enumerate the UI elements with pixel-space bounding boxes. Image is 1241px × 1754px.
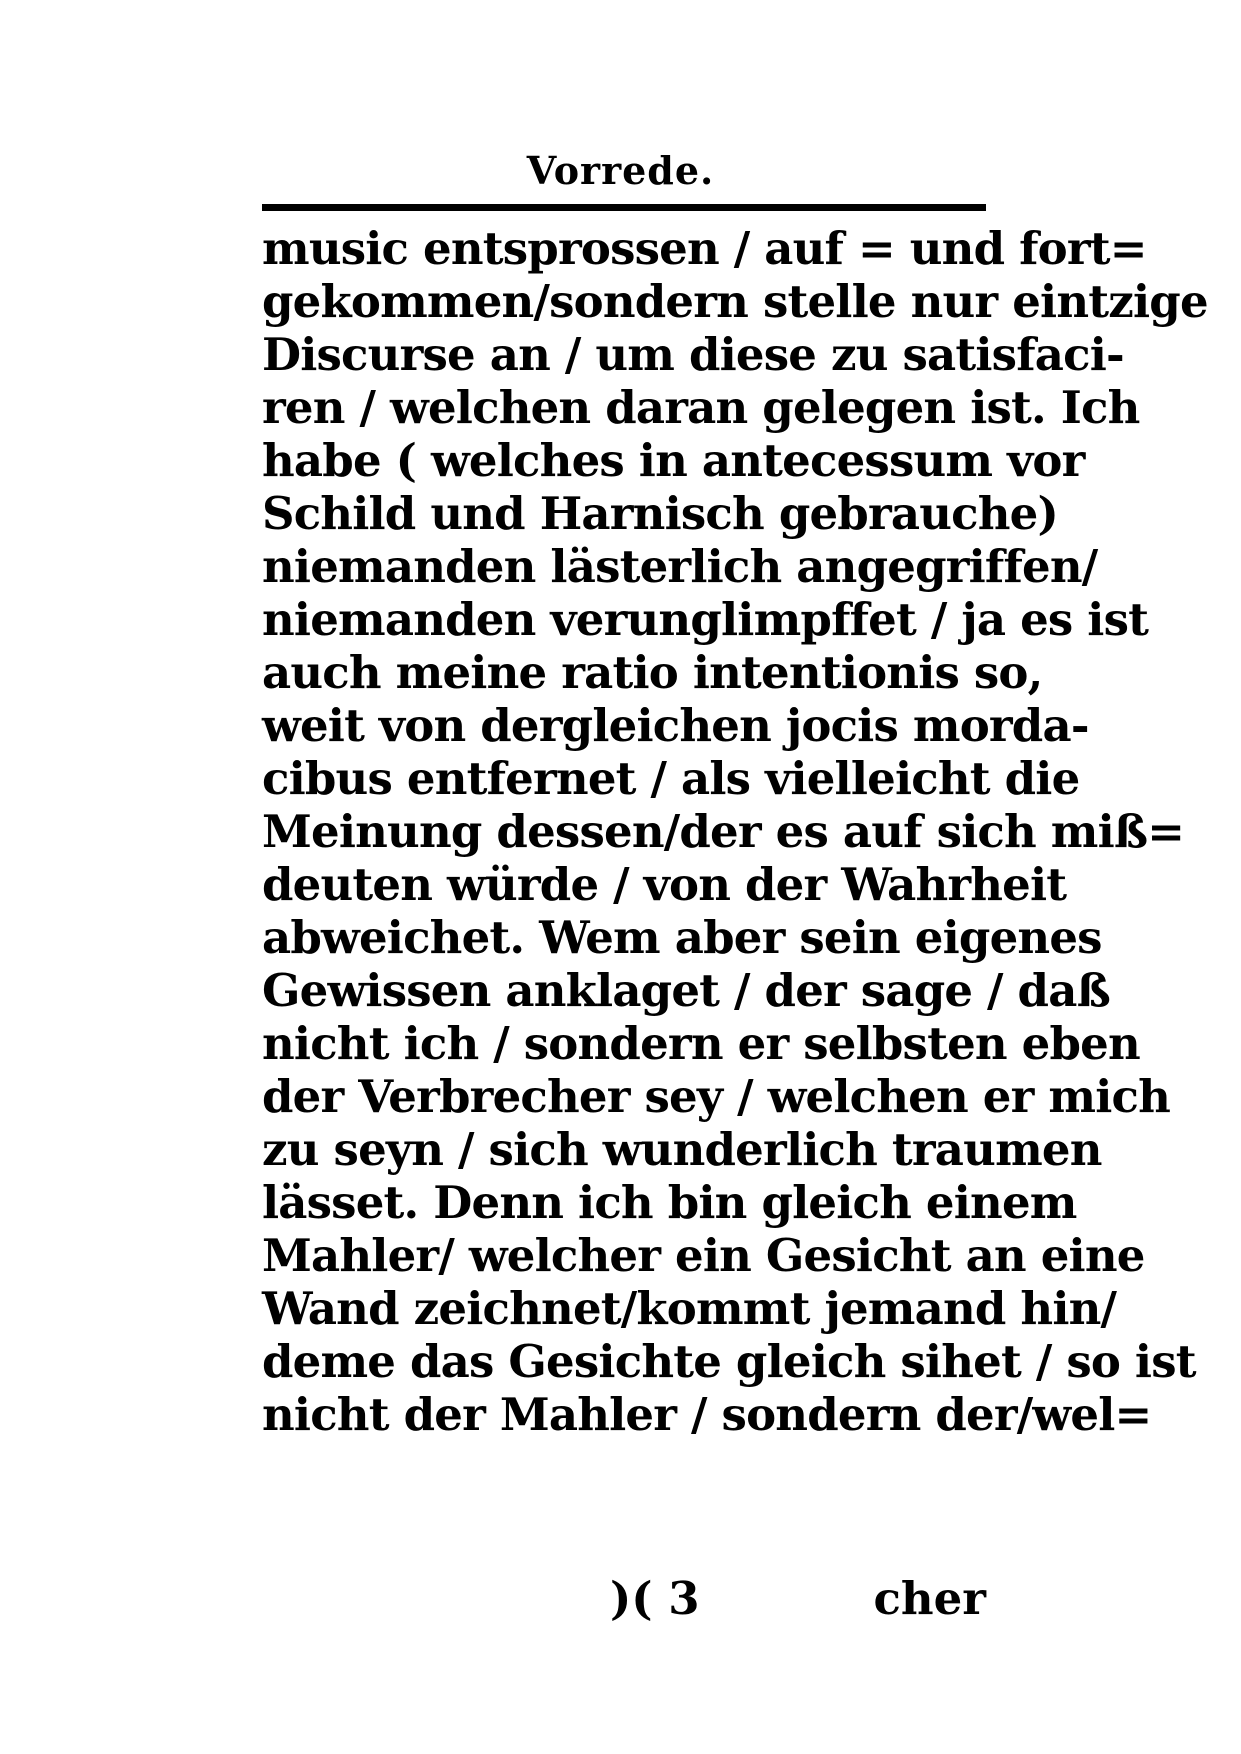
text-line: Discurse an / um diese zu satisfaci- <box>262 328 1124 381</box>
text-line: auch meine ratio intentionis so, <box>262 646 1043 699</box>
text-line: abweichet. Wem aber sein eigenes <box>262 911 1102 964</box>
header-rule <box>262 204 986 211</box>
text-line: Mahler/ welcher ein Gesicht an eine <box>262 1229 1145 1282</box>
text-line: nicht der Mahler / sondern der/wel= <box>262 1388 1152 1441</box>
text-line: Schild und Harnisch gebrauche) <box>262 487 1058 540</box>
catchword: cher <box>873 1572 986 1625</box>
text-line: Gewissen anklaget / der sage / daß <box>262 964 1110 1017</box>
text-line: cibus entfernet / als vielleicht die <box>262 752 1080 805</box>
text-line: deme das Gesichte gleich sihet / so ist <box>262 1335 1196 1388</box>
text-line: habe ( welches in antecessum vor <box>262 434 1085 487</box>
text-line: zu seyn / sich wunderlich traumen <box>262 1123 1102 1176</box>
text-line: music entsprossen / auf = und fort= <box>262 222 1147 275</box>
page-footer <box>262 1572 986 1632</box>
body-text <box>262 222 1208 1441</box>
text-line: gekommen/sondern stelle nur eintzige <box>262 275 1208 328</box>
signature-mark: )( 3 <box>610 1572 700 1625</box>
text-line: weit von dergleichen jocis morda- <box>262 699 1089 752</box>
text-line: Wand zeichnet/kommt jemand hin/ <box>262 1282 1117 1335</box>
text-line: der Verbrecher sey / welchen er mich <box>262 1070 1171 1123</box>
text-line: niemanden lästerlich angegriffen/ <box>262 540 1098 593</box>
text-line: nicht ich / sondern er selbsten eben <box>262 1017 1140 1070</box>
text-line: ren / welchen daran gelegen ist. Ich <box>262 381 1140 434</box>
running-title: Vorrede. <box>526 148 715 193</box>
text-line: Meinung dessen/der es auf sich miß= <box>262 805 1185 858</box>
text-line: deuten würde / von der Wahrheit <box>262 858 1067 911</box>
text-line: niemanden verunglimpffet / ja es ist <box>262 593 1149 646</box>
text-line: lässet. Denn ich bin gleich einem <box>262 1176 1077 1229</box>
